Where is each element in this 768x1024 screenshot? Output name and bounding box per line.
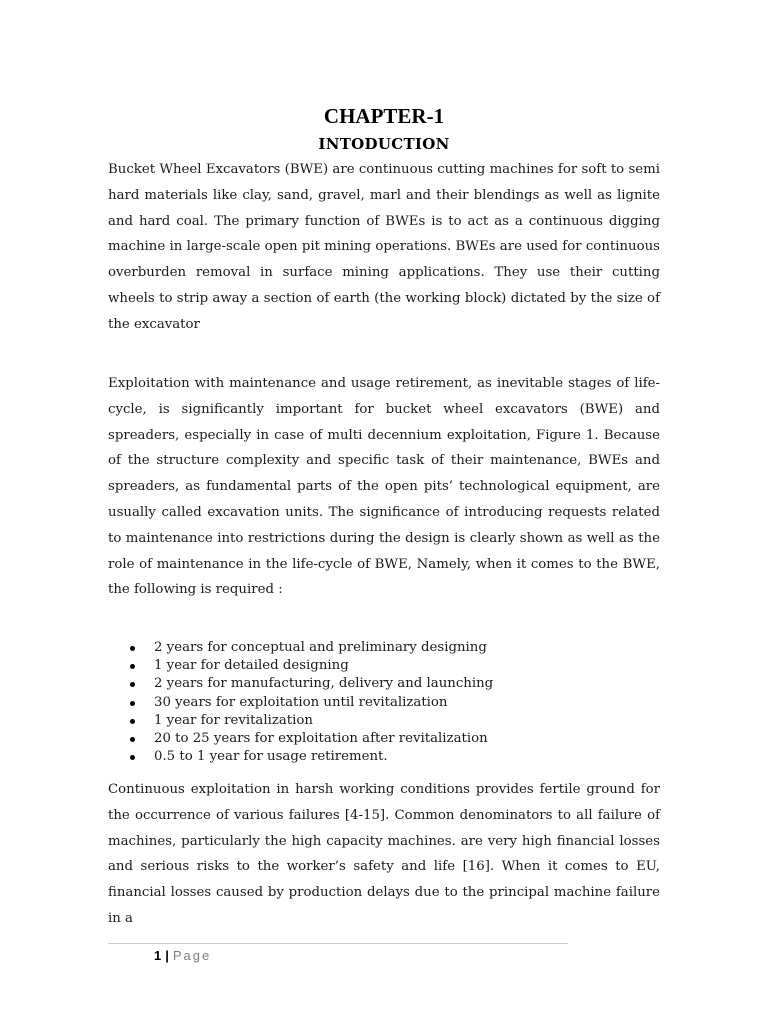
list-item: 0.5 to 1 year for usage retirement. [108, 748, 660, 766]
page-footer [154, 948, 211, 963]
bullet-icon [130, 737, 135, 742]
footer-divider [108, 943, 568, 944]
paragraph-bwe-definition: Bucket Wheel Excavators (BWE) are continuous cutting machines for soft to semi hard materials like clay, sand, gravel, marl and their blendings as well as lignite and hard coal. The primary function of BWEs is to act as a continuous digging machine in large-scale open pit mining operations. BWEs are used for continuous overburden removal in surface mining applications. They use their cutting wheels to strip away a section of earth (the working block) dictated by the size of the excavator [108, 162, 660, 332]
page-number: 1 [154, 948, 162, 963]
bullet-icon [130, 701, 135, 706]
bullet-icon [130, 682, 135, 687]
paragraph-exploitation: Exploitation with maintenance and usage retirement, as inevitable stages of life-cycle, is significantly important for bucket wheel excavators (BWE) and spreaders, especially in case of multi decennium exploitation, Figure 1. Because of the structure complexity and specific task of their maintenance, BWEs and spreaders, as fundamental parts of the open pits’ technological equipment, are usually called excavation units. The significance of introducing requests related to maintenance into restrictions during the design is clearly shown as well as the role of maintenance in the life-cycle of BWE, Namely, when it comes to the BWE, the following is required : [108, 376, 660, 598]
page-label: Page [172, 948, 212, 963]
list-item: 20 to 25 years for exploitation after revitalization [108, 730, 660, 748]
list-item: 2 years for conceptual and preliminary designing [108, 639, 660, 657]
bullet-icon [130, 664, 135, 669]
bullet-icon [130, 719, 135, 724]
list-item: 1 year for detailed designing [108, 657, 660, 675]
bullet-icon [130, 755, 135, 760]
footer-separator: | [165, 948, 169, 963]
paragraph-failures: Continuous exploitation in harsh working conditions provides fertile ground for the occurrence of various failures [4-15]. Common denominators to all failure of machines, particularly the high capacity machines. are very high financial losses and serious risks to the worker’s safety and life [16]. When it comes to EU, financial losses caused by production delays due to the principal machine failure in a [108, 782, 660, 926]
list-item: 30 years for exploitation until revitalization [108, 694, 660, 712]
section-title: INTODUCTION [318, 135, 450, 153]
list-item: 1 year for revitalization [108, 712, 660, 730]
chapter-title: CHAPTER-1 [323, 104, 445, 128]
list-item: 2 years for manufacturing, delivery and launching [108, 675, 660, 693]
bullet-icon [130, 646, 135, 651]
requirements-list [108, 639, 660, 766]
